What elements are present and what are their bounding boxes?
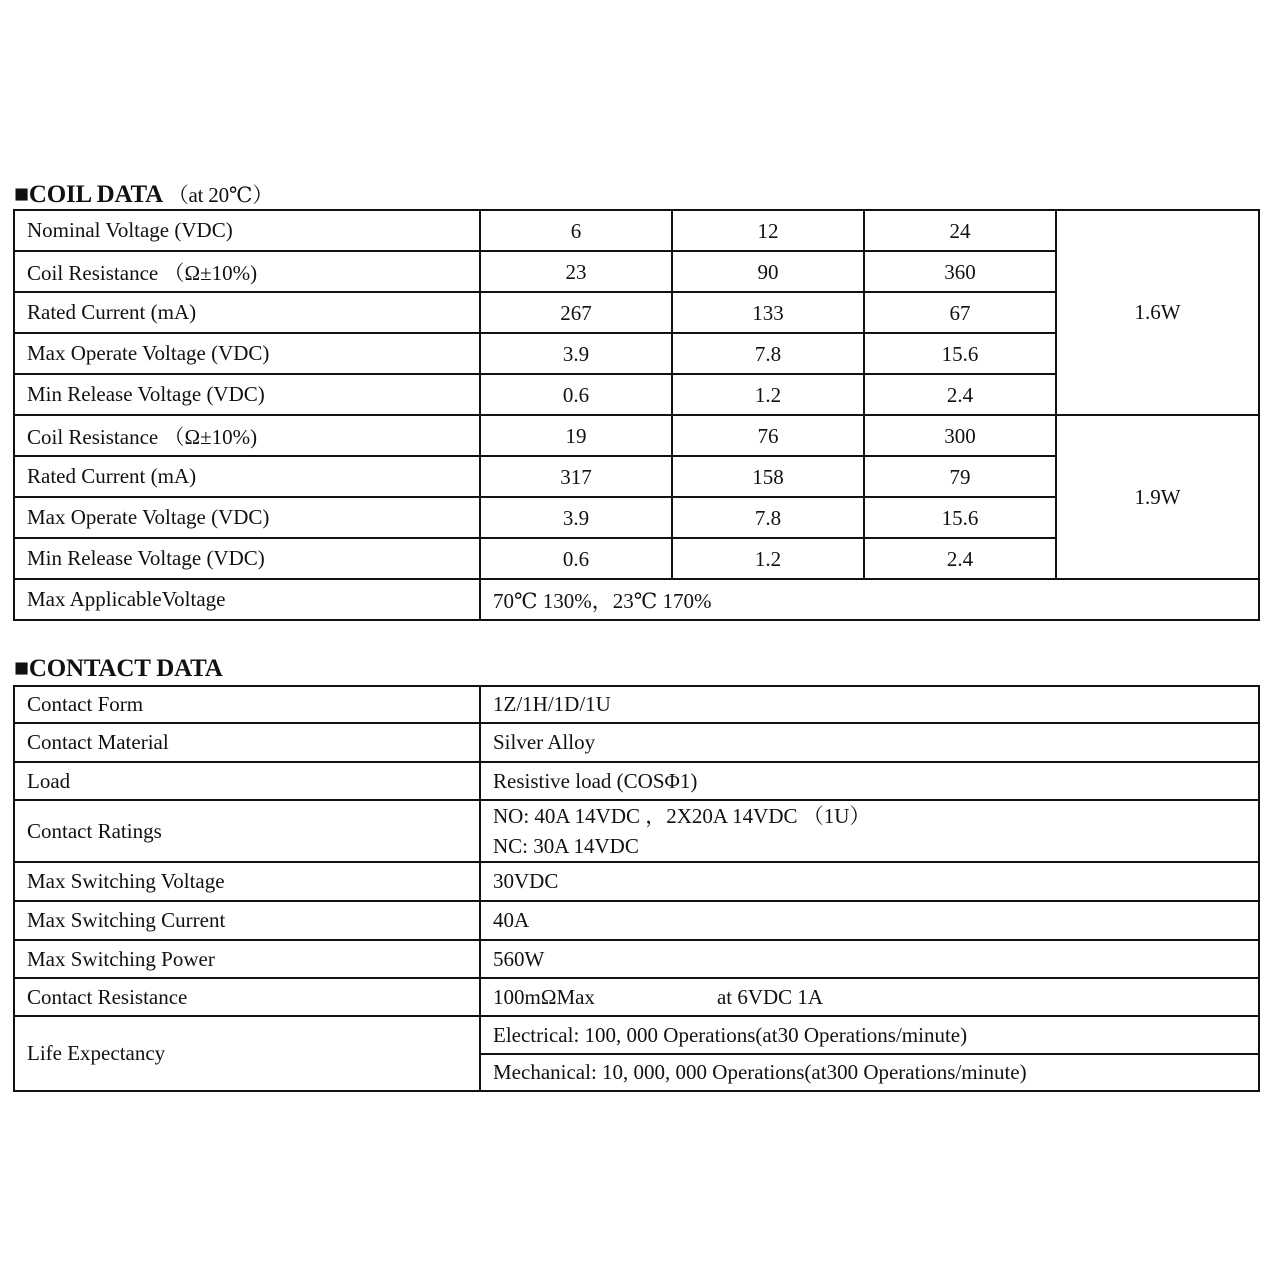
table-row xyxy=(14,978,1259,1016)
value-cell: 3.9 xyxy=(480,333,672,374)
value-cell: 76 xyxy=(672,415,864,456)
row-label: Min Release Voltage (VDC) xyxy=(14,374,480,415)
row-label: Max Operate Voltage (VDC) xyxy=(14,333,480,374)
coil-data-table xyxy=(13,209,1260,621)
contact-data-title: CONTACT DATA xyxy=(28,655,223,682)
max-switching-current-value: 40A xyxy=(480,901,1259,940)
value-cell: 267 xyxy=(480,292,672,333)
life-mechanical-value: Mechanical: 10, 000, 000 Operations(at300 Operations/minute) xyxy=(480,1054,1259,1091)
row-label: Coil Resistance （Ω±10%) xyxy=(14,251,480,292)
value-cell: 360 xyxy=(864,251,1056,292)
row-label: Max Switching Power xyxy=(14,940,480,978)
value-cell: 158 xyxy=(672,456,864,497)
value-cell: 6 xyxy=(480,210,672,251)
value-cell: 1.2 xyxy=(672,374,864,415)
coil-data-heading: ■COIL DATA （at 20℃） xyxy=(14,181,273,208)
coil-data-temperature-note: （at 20℃） xyxy=(167,183,273,207)
power-cell-1: 1.6W xyxy=(1056,210,1259,415)
row-label: Max Operate Voltage (VDC) xyxy=(14,497,480,538)
table-row xyxy=(14,579,1259,620)
value-cell: 133 xyxy=(672,292,864,333)
value-cell: 317 xyxy=(480,456,672,497)
row-label: Coil Resistance （Ω±10%) xyxy=(14,415,480,456)
max-switching-voltage-value: 30VDC xyxy=(480,862,1259,901)
max-switching-power-value: 560W xyxy=(480,940,1259,978)
table-row xyxy=(14,415,1259,456)
load-value: Resistive load (COSΦ1) xyxy=(480,762,1259,800)
table-row xyxy=(14,940,1259,978)
contact-resistance-condition: at 6VDC 1A xyxy=(716,984,824,1009)
contact-ratings-value xyxy=(480,800,1259,862)
max-applicable-voltage-value: 70℃ 130%，23℃ 170% xyxy=(480,579,1259,620)
power-cell-2: 1.9W xyxy=(1056,415,1259,579)
value-cell: 0.6 xyxy=(480,538,672,579)
value-cell: 12 xyxy=(672,210,864,251)
value-cell: 15.6 xyxy=(864,497,1056,538)
contact-data-heading: ■CONTACT DATA xyxy=(14,655,223,682)
value-cell: 300 xyxy=(864,415,1056,456)
value-cell: 1.2 xyxy=(672,538,864,579)
value-cell: 79 xyxy=(864,456,1056,497)
row-label: Contact Ratings xyxy=(14,800,480,862)
ratings-nc-line: NC: 30A 14VDC xyxy=(493,834,639,858)
ratings-no-line: NO: 40A 14VDC ，2X20A 14VDC （1U） xyxy=(493,804,871,828)
table-row xyxy=(14,723,1259,762)
row-label: Contact Material xyxy=(14,723,480,762)
coil-data-title: COIL DATA xyxy=(28,181,162,208)
row-label: Load xyxy=(14,762,480,800)
table-row xyxy=(14,1016,1259,1054)
value-cell: 3.9 xyxy=(480,497,672,538)
row-label: Max ApplicableVoltage xyxy=(14,579,480,620)
table-row xyxy=(14,210,1259,251)
value-cell: 90 xyxy=(672,251,864,292)
value-cell: 0.6 xyxy=(480,374,672,415)
value-cell: 2.4 xyxy=(864,374,1056,415)
contact-material-value: Silver Alloy xyxy=(480,723,1259,762)
row-label: Contact Form xyxy=(14,686,480,723)
contact-resistance-value xyxy=(480,978,1259,1016)
row-label: Max Switching Current xyxy=(14,901,480,940)
table-row xyxy=(14,762,1259,800)
table-row xyxy=(14,800,1259,862)
contact-form-value: 1Z/1H/1D/1U xyxy=(480,686,1259,723)
row-label: Nominal Voltage (VDC) xyxy=(14,210,480,251)
table-row xyxy=(14,862,1259,901)
value-cell: 67 xyxy=(864,292,1056,333)
row-label: Rated Current (mA) xyxy=(14,292,480,333)
row-label: Rated Current (mA) xyxy=(14,456,480,497)
value-cell: 7.8 xyxy=(672,333,864,374)
value-cell: 2.4 xyxy=(864,538,1056,579)
table-row xyxy=(14,901,1259,940)
row-label: Life Expectancy xyxy=(14,1016,480,1091)
life-electrical-value: Electrical: 100, 000 Operations(at30 Operations/minute) xyxy=(480,1016,1259,1054)
row-label: Min Release Voltage (VDC) xyxy=(14,538,480,579)
value-cell: 15.6 xyxy=(864,333,1056,374)
value-cell: 23 xyxy=(480,251,672,292)
table-row xyxy=(14,686,1259,723)
value-cell: 19 xyxy=(480,415,672,456)
value-cell: 7.8 xyxy=(672,497,864,538)
contact-data-table xyxy=(13,685,1260,1092)
contact-resistance-max: 100mΩMax xyxy=(493,984,595,1009)
row-label: Contact Resistance xyxy=(14,978,480,1016)
value-cell: 24 xyxy=(864,210,1056,251)
row-label: Max Switching Voltage xyxy=(14,862,480,901)
